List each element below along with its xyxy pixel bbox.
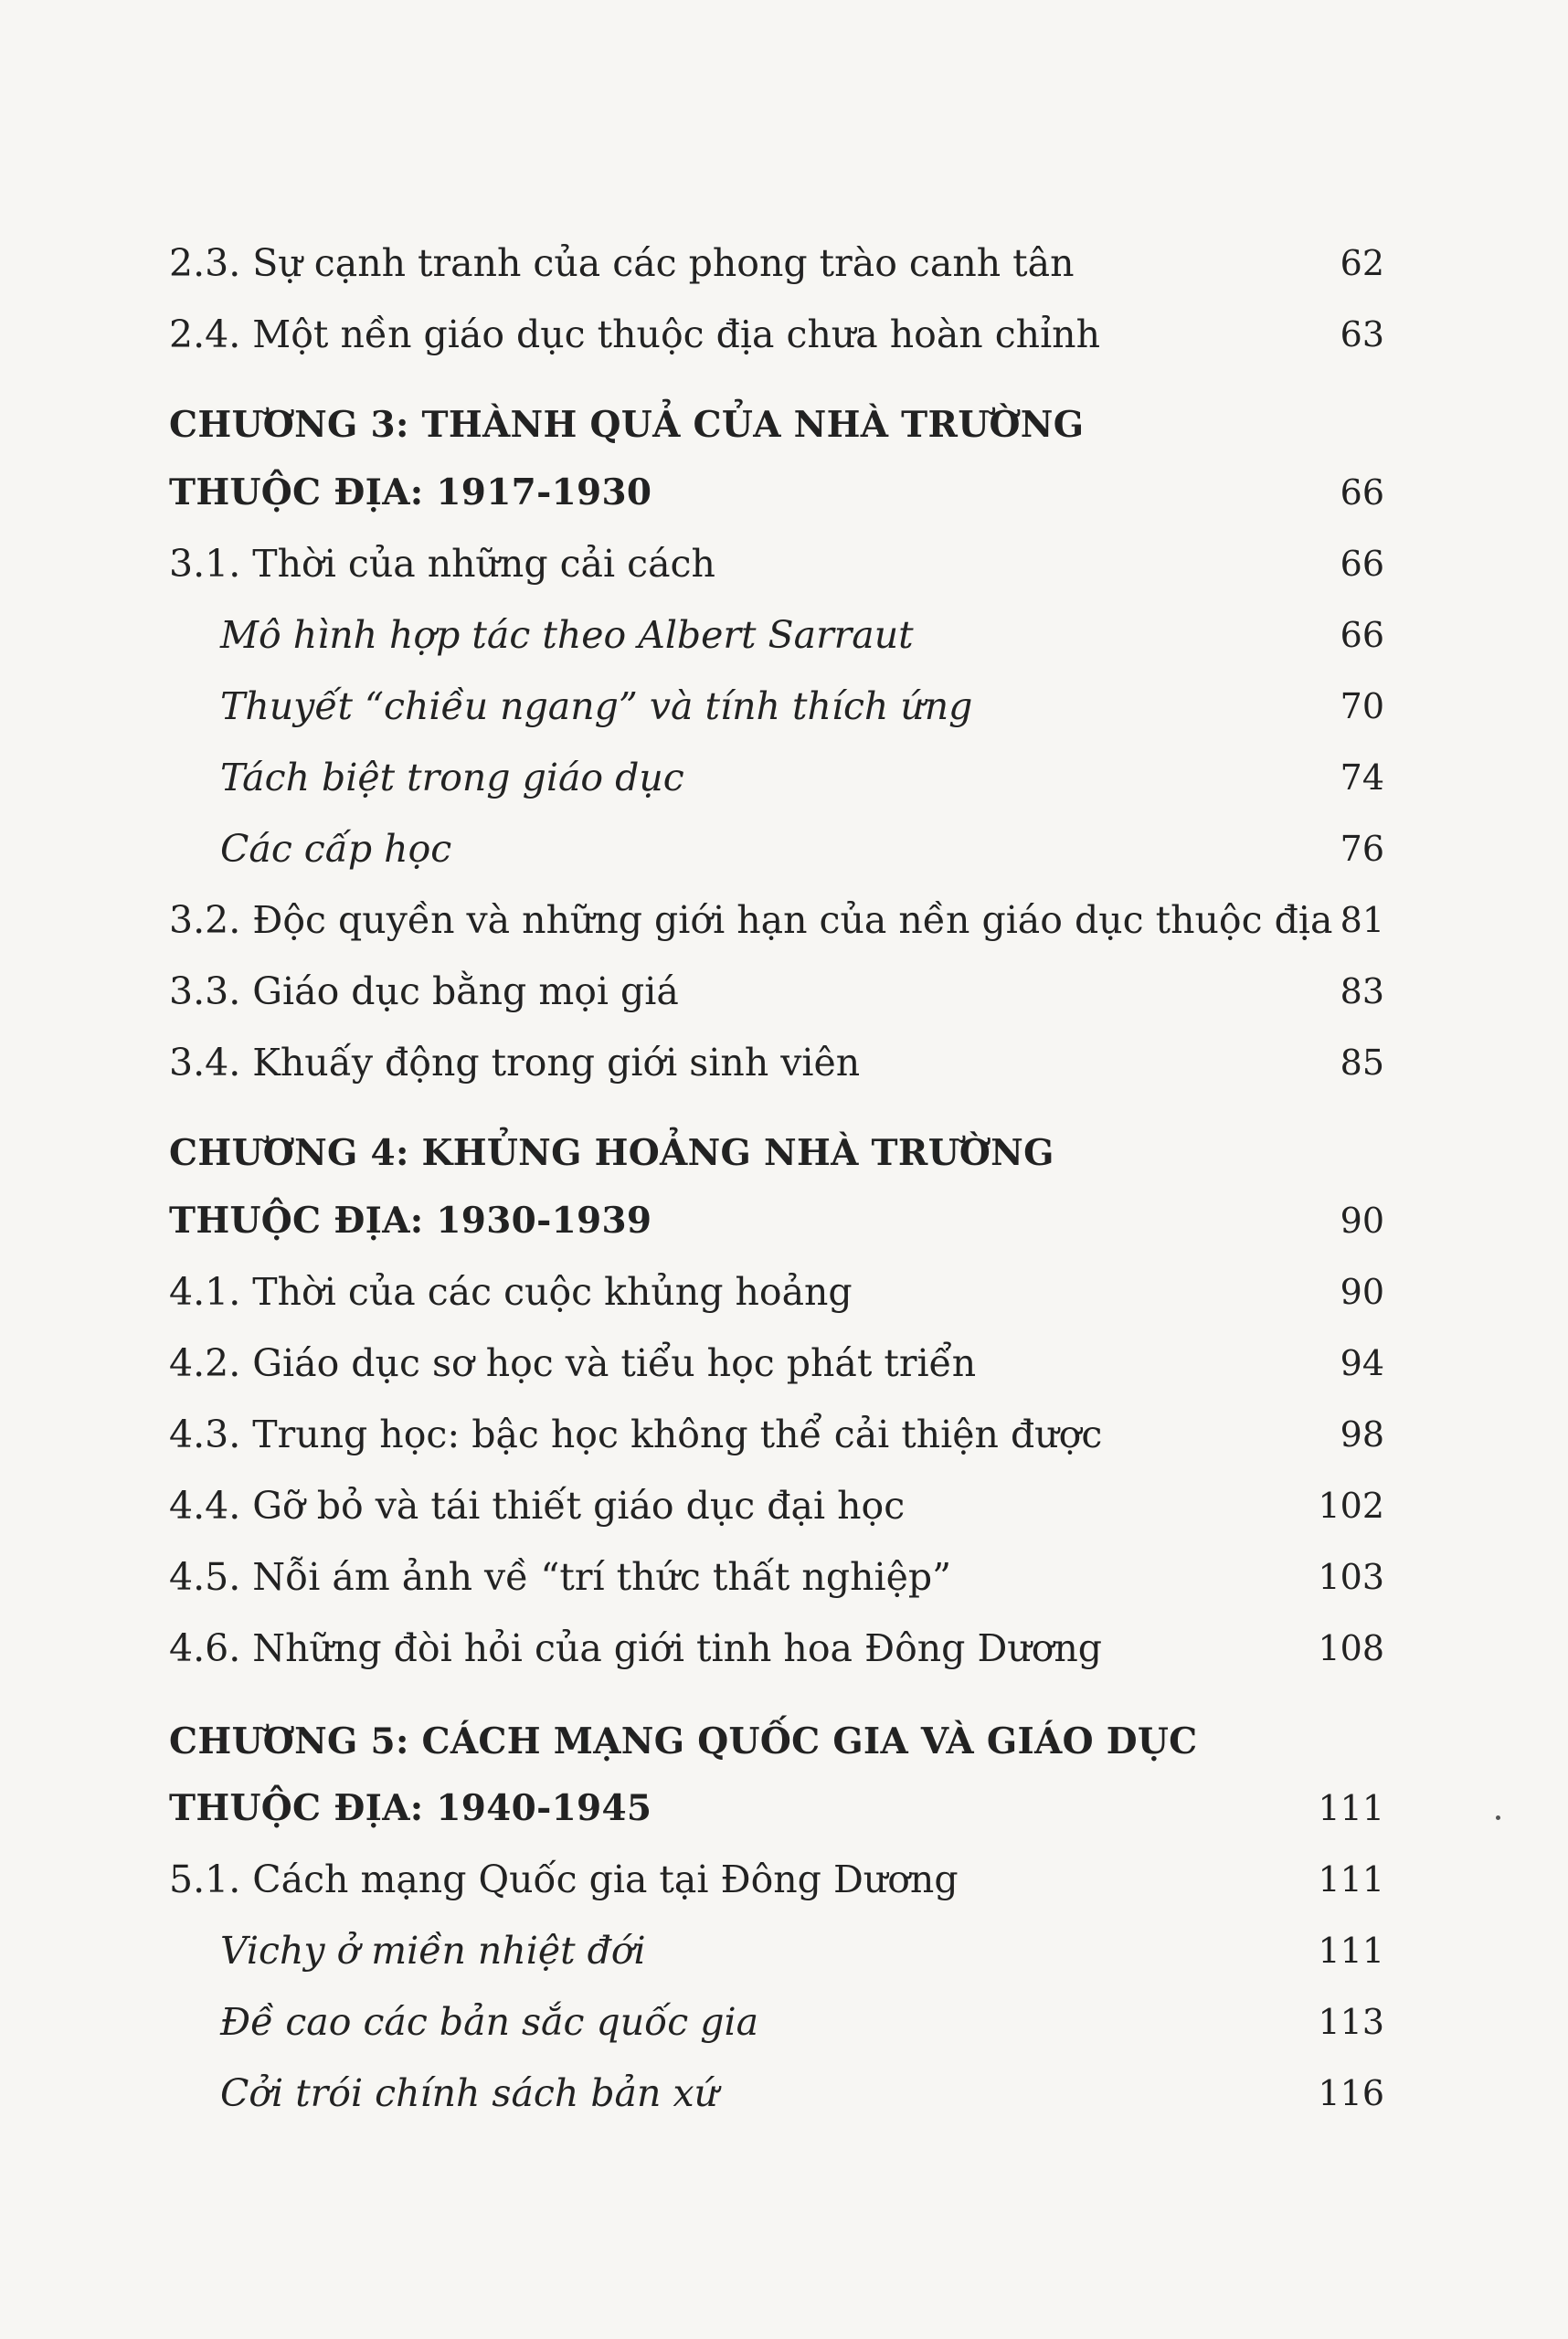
stray-dot-mark (1496, 1815, 1500, 1820)
toc-entry-title: 4.3. Trung học: bậc học không thể cải thiện được (169, 1413, 1103, 1456)
toc-entry-page: 81 (1340, 900, 1384, 940)
toc-chapter-4-subheading (169, 1191, 1384, 1251)
toc-entry-5-1 (169, 1849, 1384, 1910)
toc-subentry (169, 676, 1384, 736)
toc-entry-title: 2.3. Sự cạnh tranh của các phong trào canh tân (169, 241, 1075, 285)
toc-subentry (169, 1921, 1384, 1981)
toc-entry-4-5 (169, 1547, 1384, 1607)
toc-chapter-title: CHƯƠNG 4: KHỦNG HOẢNG NHÀ TRƯỜNG (169, 1132, 1054, 1174)
toc-entry-title: 3.3. Giáo dục bằng mọi giá (169, 969, 679, 1013)
toc-entry-page: 66 (1340, 472, 1384, 513)
toc-entry-page: 90 (1340, 1272, 1384, 1312)
toc-chapter-4-heading (169, 1123, 1384, 1183)
toc-entry-title: 3.1. Thời của những cải cách (169, 542, 715, 586)
toc-chapter-title: CHƯƠNG 3: THÀNH QUẢ CỦA NHÀ TRƯỜNG (169, 404, 1085, 446)
toc-entry-title: Mô hình hợp tác theo Albert Sarraut (220, 613, 914, 657)
toc-entry-title: Đề cao các bản sắc quốc gia (220, 2000, 759, 2044)
toc-chapter-title: THUỘC ĐỊA: 1917-1930 (169, 471, 652, 513)
toc-chapter-5-heading (169, 1711, 1384, 1772)
toc-subentry (169, 747, 1384, 808)
toc-entry-page: 76 (1340, 829, 1384, 869)
toc-entry-title: Tách biệt trong giáo dục (220, 756, 684, 799)
toc-entry-title: 3.4. Khuấy động trong giới sinh viên (169, 1041, 861, 1085)
toc-entry-page: 70 (1340, 686, 1384, 726)
toc-entry-page: 111 (1318, 1788, 1384, 1828)
toc-entry-title: 4.2. Giáo dục sơ học và tiểu học phát triển (169, 1341, 977, 1385)
toc-chapter-3-subheading (169, 462, 1384, 523)
toc-entry-page: 111 (1318, 1859, 1384, 1900)
toc-entry-title: 4.4. Gỡ bỏ và tái thiết giáo dục đại học (169, 1484, 906, 1528)
toc-chapter-5-subheading (169, 1778, 1384, 1838)
toc-entry-page: 90 (1340, 1201, 1384, 1241)
toc-entry-page: 66 (1340, 615, 1384, 655)
toc-entry-page: 103 (1318, 1557, 1384, 1597)
toc-entry-page: 113 (1318, 2002, 1384, 2042)
toc-entry-page: 85 (1340, 1042, 1384, 1083)
toc-entry-title: 4.1. Thời của các cuộc khủng hoảng (169, 1270, 853, 1314)
toc-entry-title: Các cấp học (220, 827, 452, 871)
toc-entry-page: 66 (1340, 544, 1384, 584)
toc-entry-title: Vichy ở miền nhiệt đới (220, 1929, 646, 1973)
toc-subentry (169, 605, 1384, 665)
toc-entry-2-3 (169, 233, 1384, 293)
toc-entry-title: 3.2. Độc quyền và những giới hạn của nền giáo dục thuộc địa (169, 898, 1333, 942)
toc-entry-page: 74 (1340, 757, 1384, 798)
toc-entry-4-3 (169, 1404, 1384, 1465)
toc-entry-page: 116 (1318, 2073, 1384, 2113)
toc-entry-page: 98 (1340, 1414, 1384, 1455)
toc-subentry (169, 819, 1384, 879)
toc-entry-3-3 (169, 961, 1384, 1021)
toc-chapter-title: CHƯƠNG 5: CÁCH MẠNG QUỐC GIA VÀ GIÁO DỤC (169, 1720, 1198, 1762)
toc-entry-page: 83 (1340, 971, 1384, 1011)
toc-entry-title: 2.4. Một nền giáo dục thuộc địa chưa hoàn chỉnh (169, 312, 1100, 356)
toc-entry-page: 102 (1318, 1486, 1384, 1526)
toc-entry-3-4 (169, 1032, 1384, 1093)
toc-subentry (169, 2063, 1384, 2123)
toc-entry-page: 94 (1340, 1343, 1384, 1383)
toc-chapter-title: THUỘC ĐỊA: 1940-1945 (169, 1787, 652, 1829)
toc-entry-page: 63 (1340, 314, 1384, 355)
toc-entry-4-1 (169, 1262, 1384, 1322)
toc-entry-title: 4.5. Nỗi ám ảnh về “trí thức thất nghiệp” (169, 1555, 952, 1599)
toc-entry-4-6 (169, 1618, 1384, 1678)
toc-entry-3-2 (169, 890, 1384, 950)
toc-subentry (169, 1992, 1384, 2052)
toc-entry-2-4 (169, 304, 1384, 365)
toc-entry-4-2 (169, 1333, 1384, 1393)
toc-entry-4-4 (169, 1476, 1384, 1536)
toc-entry-title: Cởi trói chính sách bản xứ (220, 2071, 718, 2115)
toc-entry-title: Thuyết “chiều ngang” và tính thích ứng (220, 684, 973, 728)
toc-entry-page: 108 (1318, 1628, 1384, 1668)
toc-entry-page: 111 (1318, 1931, 1384, 1971)
toc-entry-title: 5.1. Cách mạng Quốc gia tại Đông Dương (169, 1857, 959, 1901)
toc-entry-title: 4.6. Những đòi hỏi của giới tinh hoa Đông Dương (169, 1626, 1103, 1670)
toc-chapter-title: THUỘC ĐỊA: 1930-1939 (169, 1200, 652, 1242)
toc-entry-page: 62 (1340, 243, 1384, 283)
toc-entry-3-1 (169, 534, 1384, 594)
toc-chapter-3-heading (169, 395, 1384, 455)
